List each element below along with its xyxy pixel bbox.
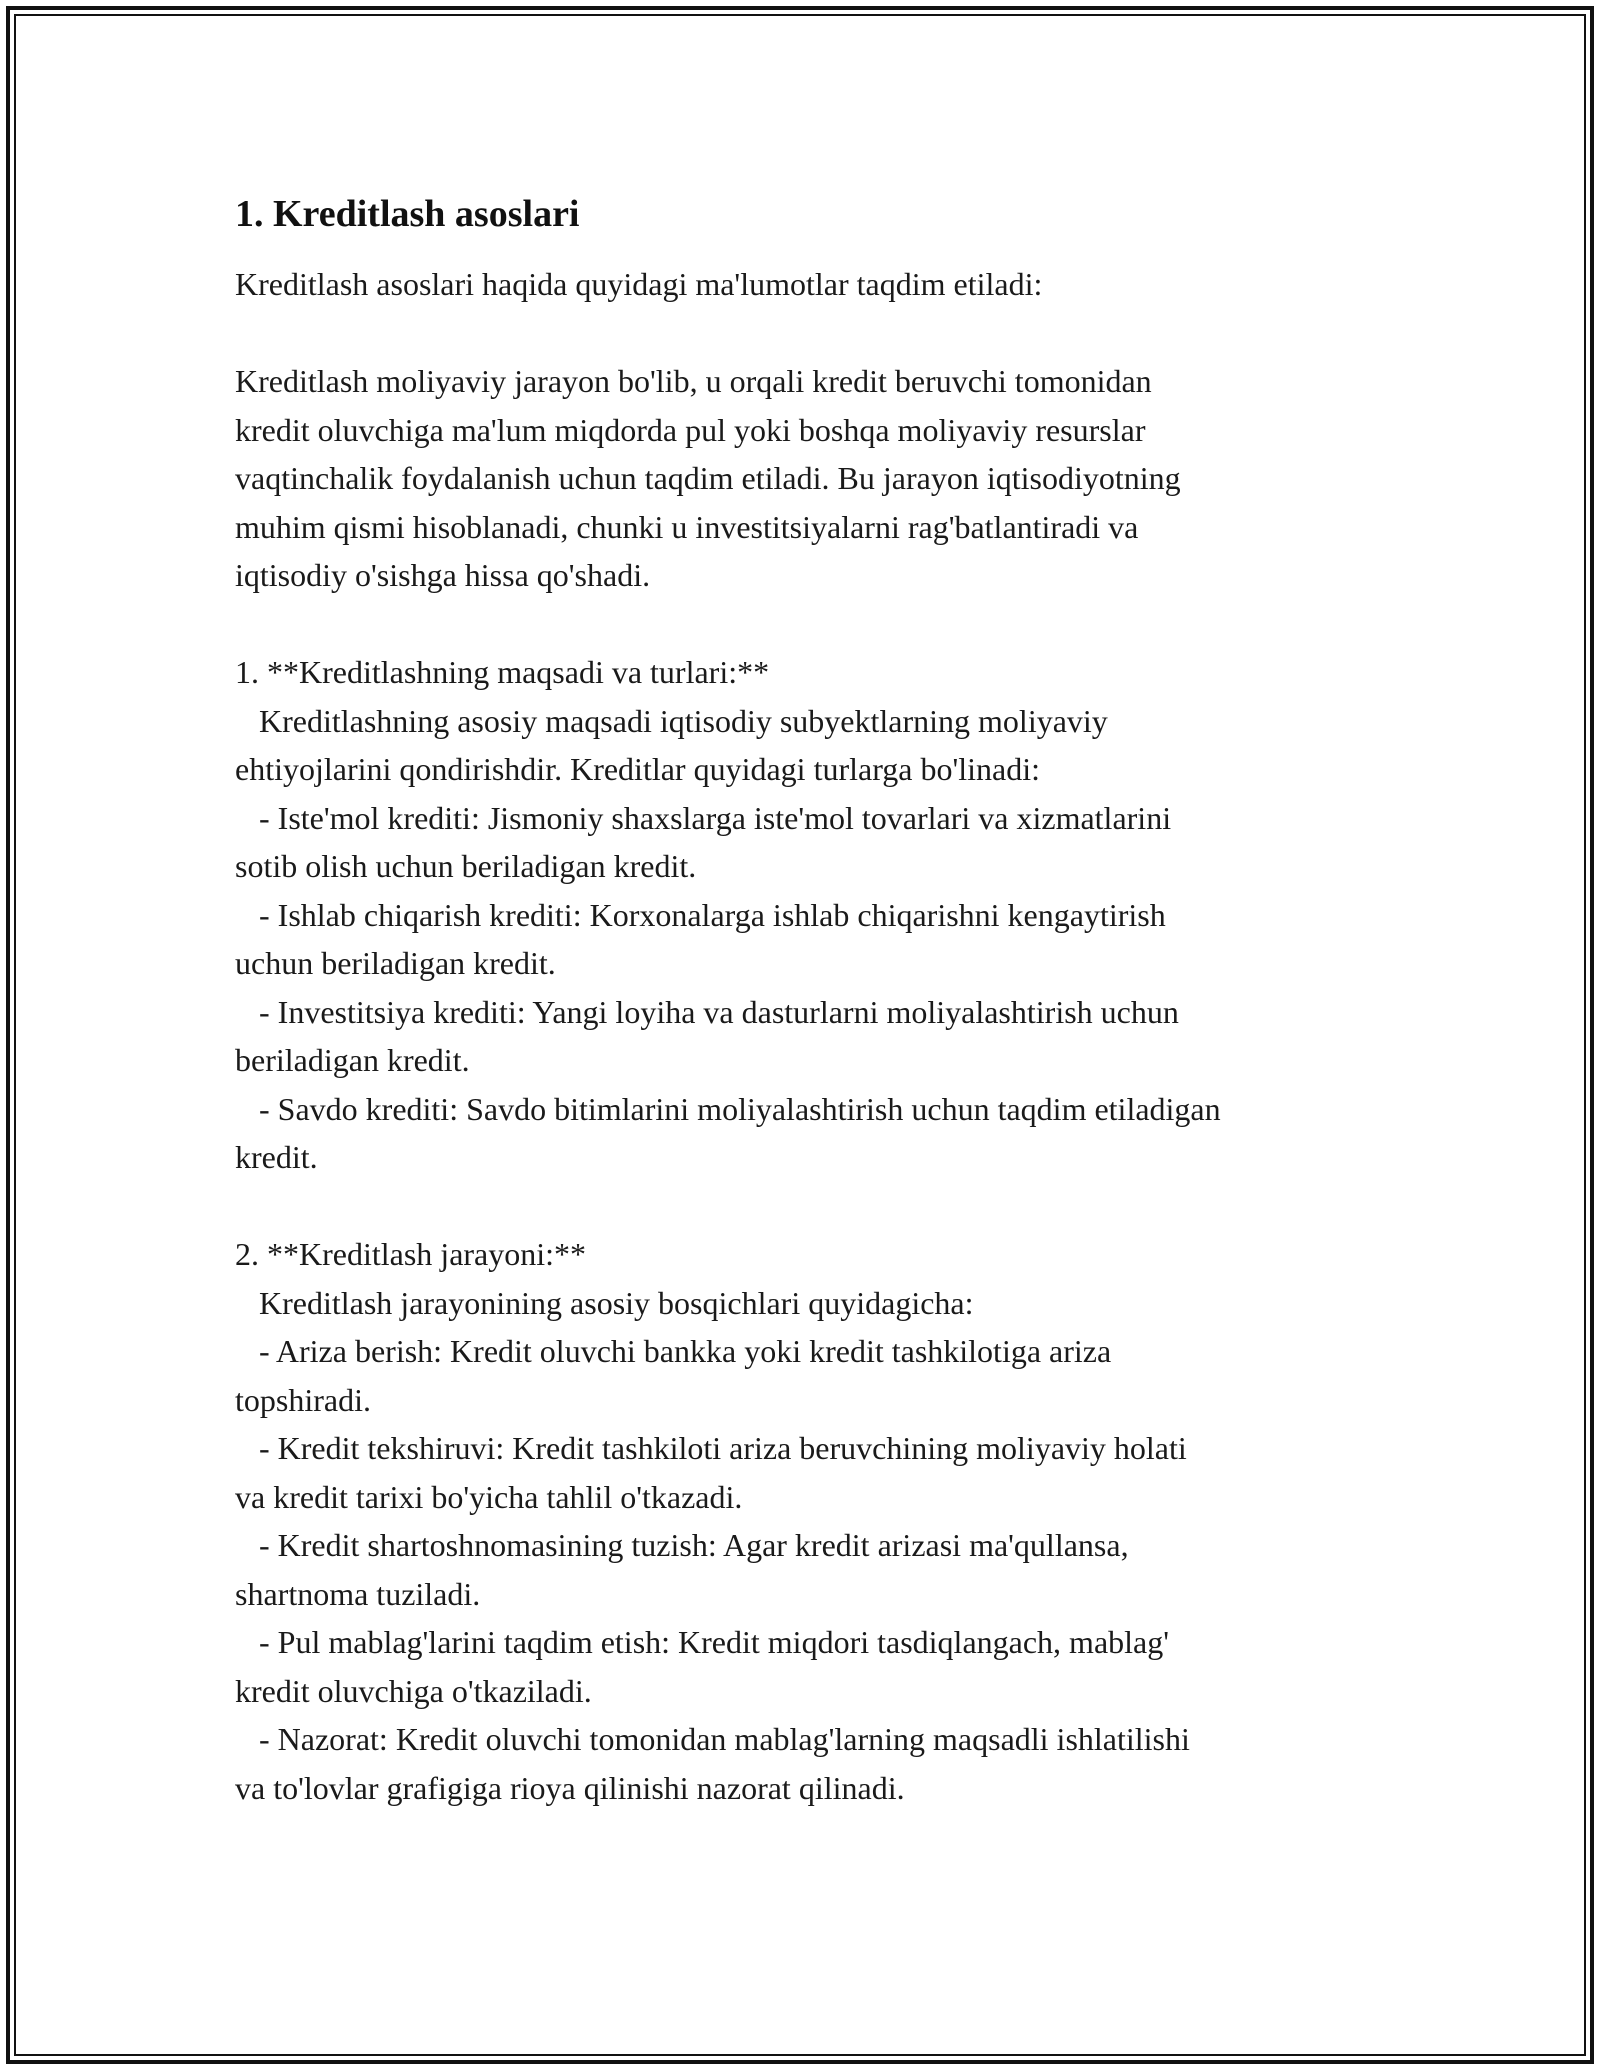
section-credit-types: 1. **Kreditlashning maqsadi va turlari:** Kreditlashning asosiy maqsadi iqtisodiy subyektlarning moliyaviy ehtiyojlarini qondirishdir. Kreditlar quyidagi turlarga bo'linadi: - Iste'mol krediti: Jismoniy shaxslarga iste'mol tovarlari va xizmatlarini sotib olish uchun beriladigan kredit. - Ishlab chiqarish krediti: Korxonalarga ishlab chiqarishni kengaytirish uchun beriladigan kredit. - Investitsiya krediti: Yangi loyiha va dasturlarni moliyalashtirish uchun beriladigan kredit. - Savdo krediti: Savdo bitimlarini moliyalashtirish uchun taqdim etiladigan kredit. bbox=[235, 654, 1221, 1175]
definition-paragraph: Kreditlash moliyaviy jarayon bo'lib, u orqali kredit beruvchi tomonidan kredit oluvchiga ma'lum miqdorda pul yoki boshqa moliyaviy resurslar vaqtinchalik foydalanish uchun taqdim etiladi. Bu jarayon iqtisodiyotning muhim qismi hisoblanadi, chunki u investitsiyalarni rag'batlantiradi va iqtisodiy o'sishga hissa qo'shadi. bbox=[235, 363, 1181, 593]
paragraph-gap bbox=[235, 1182, 1375, 1231]
document-body bbox=[235, 186, 1375, 1812]
intro-paragraph: Kreditlash asoslari haqida quyidagi ma'lumotlar taqdim etiladi: bbox=[235, 266, 1043, 302]
paragraph-gap bbox=[235, 309, 1375, 358]
document-title: 1. Kreditlash asoslari bbox=[235, 193, 580, 235]
section-credit-process: 2. **Kreditlash jarayoni:** Kreditlash jarayonining asosiy bosqichlari quyidagicha: - Ariza berish: Kredit oluvchi bankka yoki kredit tashkilotiga ariza topshiradi. - Kredit tekshiruvi: Kredit tashkiloti ariza beruvchining moliyaviy holati va kredit tarixi bo'yicha tahlil o'tkazadi. - Kredit shartoshnomasining tuzish: Agar kredit arizasi ma'qullansa, shartnoma tuziladi. - Pul mablag'larini taqdim etish: Kredit miqdori tasdiqlangach, mablag' kredit oluvchiga o'tkaziladi. - Nazorat: Kredit oluvchi tomonidan mablag'larning maqsadli ishlatilishi va to'lovlar grafigiga rioya qilinishi nazorat qilinadi. bbox=[235, 1236, 1190, 1806]
paragraph-gap bbox=[235, 600, 1375, 649]
